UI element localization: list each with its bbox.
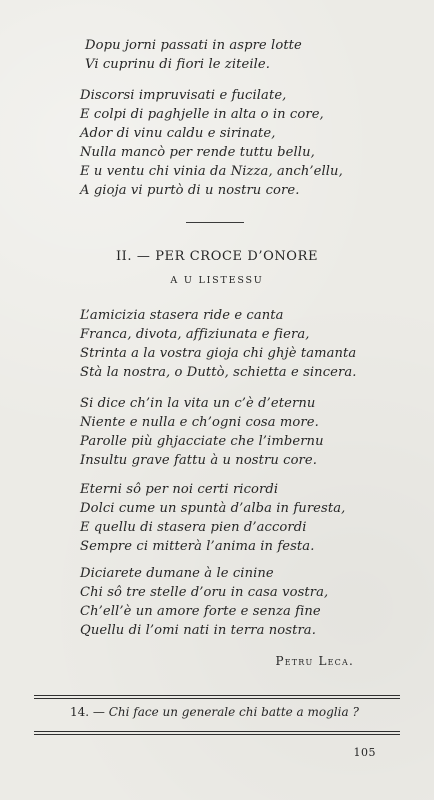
poem-stanza-2 <box>80 86 343 200</box>
footnote-bottom-rule <box>34 734 400 735</box>
poem-line: Si dice ch’in la vita un c’è d’eternu <box>80 396 316 411</box>
poem-stanza-5 <box>80 480 345 556</box>
poem-line: Strinta a la vostra gioja chi ghjè tamanta <box>80 346 357 361</box>
poem-line: Ador di vinu caldu e sirinate, <box>80 126 276 141</box>
poem-line: Insultu grave fattu à u nostru core. <box>80 453 318 468</box>
section-dedication: A U LISTESSU <box>170 275 264 286</box>
poem-line: Ch’ell’è un amore forte e senza fine <box>80 604 321 619</box>
poem-line: Parolle più ghjacciate che l’imbernu <box>80 434 324 449</box>
poem-line: Niente e nulla e ch’ogni cosa more. <box>80 415 319 430</box>
poem-line: Discorsi impruvisati e fucilate, <box>80 88 287 103</box>
poem-line: Dolci cume un spuntà d’alba in furesta, <box>80 501 346 516</box>
footnote-text: Chi face un generale chi batte a moglia ? <box>108 705 359 719</box>
poem-stanza-3 <box>80 306 357 382</box>
poem-line: Dopu jorni passati in aspre lotte <box>85 38 302 53</box>
poem-line: E quellu di stasera pien d’accordi <box>80 520 307 535</box>
poem-line: Vi cuprinu di fiori le ziteile. <box>85 57 271 72</box>
poem-line: Nulla mancò per rende tuttu bellu, <box>80 145 315 160</box>
author-signature: Petru Leca. <box>275 654 354 668</box>
poem-line: A gioja vi purtò di u nostru core. <box>80 183 300 198</box>
footnote-number: 14. — <box>70 705 105 719</box>
poem-stanza-6 <box>80 564 328 640</box>
poem-stanza-4 <box>80 394 324 470</box>
footnote <box>70 705 359 719</box>
poem-line: E colpi di paghjelle in alta o in core, <box>80 107 324 122</box>
poem-stanza-1 <box>85 36 302 74</box>
poem-line: Diciarete dumane à le cinine <box>80 566 274 581</box>
poem-line: Quellu di l’omi nati in terra nostra. <box>80 623 316 638</box>
poem-line: E u ventu chi vinia da Nizza, anch’ellu, <box>80 164 343 179</box>
footnote-top-rule <box>34 695 400 696</box>
poem-line: Stà la nostra, o Duttò, schietta e sincera. <box>80 365 357 380</box>
section-title: II. — PER CROCE D’ONORE <box>115 249 319 264</box>
poem-line: Eterni sô per noi certi ricordi <box>80 482 279 497</box>
poem-line: Sempre ci mitterà l’anima in festa. <box>80 539 315 554</box>
poem-line: Chi sô tre stelle d’oru in casa vostra, <box>80 585 329 600</box>
footnote-bottom-rule <box>34 731 400 732</box>
page-number: 105 <box>353 746 376 759</box>
footnote-top-rule <box>34 698 400 699</box>
poem-line: Franca, divota, affiziunata e fiera, <box>80 327 310 342</box>
section-divider <box>186 222 244 223</box>
poem-line: L’amicizia stasera ride e canta <box>80 308 284 323</box>
